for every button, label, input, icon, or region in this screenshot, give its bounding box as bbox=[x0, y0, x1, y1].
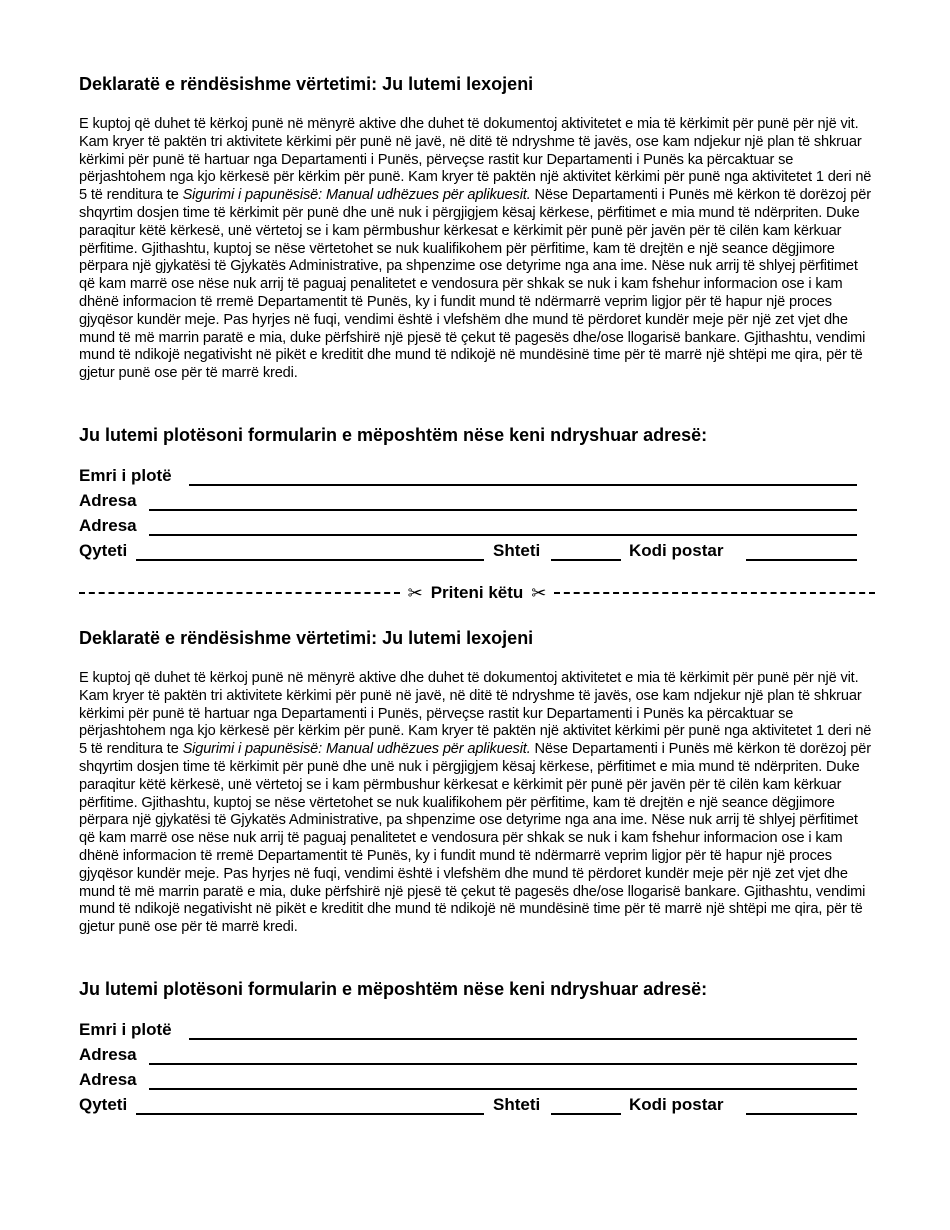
state-label: Shteti bbox=[493, 541, 541, 560]
city-field[interactable] bbox=[136, 1094, 484, 1115]
state-field[interactable] bbox=[551, 540, 621, 561]
paragraph-text-part1: E kuptoj që duhet të kërkoj punë në mënyrë aktive dhe duhet të dokumentoj aktivitetet e mia të kërkimit për punë për një vit. Kam kryer të paktën tri aktivitete kërkimi për punë në javë, në ditë të ndryshme të javës, ose kam ndjekur një plan të shkruar kërkimi për punë të hartuar nga Departamenti i Punës, përveçse rastit kur Departamenti i Punës ka përcaktuar se përjashtohem nga kjo kërkesë për kërkim për punë. Kam kryer të paktën një aktivitet kërkimi për punë nga aktivitetet 1 deri në 5 të renditura te bbox=[79, 670, 872, 758]
address-label: Adresa bbox=[79, 1045, 137, 1064]
manual-title-italic: Sigurimi i papunësisë: Manual udhëzues për aplikuesit. bbox=[182, 741, 531, 758]
full-name-field[interactable] bbox=[189, 465, 857, 486]
address-label: Adresa bbox=[79, 491, 137, 510]
zip-field[interactable] bbox=[746, 540, 857, 561]
declaration-paragraph bbox=[79, 670, 875, 937]
cut-line bbox=[79, 582, 875, 604]
city-state-zip-row bbox=[79, 1094, 857, 1116]
scissors-icon: ✂ bbox=[407, 582, 423, 603]
cut-here-label: Priteni këtu bbox=[430, 583, 524, 602]
address-form-heading: Ju lutemi plotësoni formularin e mëposhtëm nëse keni ndryshuar adresë: bbox=[79, 979, 708, 999]
city-field[interactable] bbox=[136, 540, 484, 561]
full-name-label: Emri i plotë bbox=[79, 466, 172, 485]
declaration-paragraph bbox=[79, 116, 875, 383]
paragraph-text-part2: Nëse Departamenti i Punës më kërkon të dorëzoj për shqyrtim dosjen time të kërkimit për punë dhe unë nuk i përgjigjem kësaj kërkese, përfitimet e mia mund të ndërpriten. Duke paraqitur këtë kërkesë, unë vërtetoj se i kam përmbushur kërkesat e kërkimit për punë për javën për të cilën kam kërkuar përfitime. Gjithashtu, kuptoj se nëse vërtetohet se nuk kualifikohem për përfitime, kam të drejtën e një seance dëgjimore përpara një gjykatësi të Gjykatës Administrative, pa shpenzime ose detyrime nga ana ime. Nëse nuk arrij të shlyej përfitimet që kam marrë ose nëse nuk arrij të paguaj penalitetet e vendosura për shkak se nuk i kam fshehur informacion ose i kam dhënë informacion të rremë Departamentit të Punës, ky i fundit mund të ndërmarrë veprim ligjor për të hapur një proces gjyqësor kundër meje. Pas hyrjes në fuqi, vendimi është i vlefshëm dhe mund të përdoret kundër meje për një zet vjet dhe mund të më marrin paratë e mia, duke përfshirë një pjesë të çekut të pagesës dhe/ose llogarisë bankare. Gjithashtu, vendimi mund të ndikojë negativisht në pikët e kreditit dhe mund të ndikojë në mundësinë time për të marrë një shtëpi me qira, për të gjetur punë ose për të marrë kredi. bbox=[79, 187, 871, 382]
address-label: Adresa bbox=[79, 516, 137, 535]
address-field[interactable] bbox=[149, 1069, 857, 1090]
address-field[interactable] bbox=[149, 490, 857, 511]
full-name-field[interactable] bbox=[189, 1019, 857, 1040]
scissors-icon: ✂ bbox=[531, 582, 547, 603]
section-title: Deklaratë e rëndësishme vërtetimi: Ju lutemi lexojeni bbox=[79, 628, 534, 648]
address-field[interactable] bbox=[149, 1044, 857, 1065]
address-form-heading: Ju lutemi plotësoni formularin e mëposhtëm nëse keni ndryshuar adresë: bbox=[79, 425, 708, 445]
state-field[interactable] bbox=[551, 1094, 621, 1115]
address-field[interactable] bbox=[149, 515, 857, 536]
paragraph-text-part1: E kuptoj që duhet të kërkoj punë në mënyrë aktive dhe duhet të dokumentoj aktivitetet e mia të kërkimit për punë për një vit. Kam kryer të paktën tri aktivitete kërkimi për punë në javë, në ditë të ndryshme të javës, ose kam ndjekur një plan të shkruar kërkimi për punë të hartuar nga Departamenti i Punës, përveçse rastit kur Departamenti i Punës ka përcaktuar se përjashtohem nga kjo kërkesë për kërkim për punë. Kam kryer të paktën një aktivitet kërkimi për punë nga aktivitetet 1 deri në 5 të renditura te bbox=[79, 116, 872, 204]
address-row-2 bbox=[79, 1069, 857, 1091]
city-state-zip-row bbox=[79, 540, 857, 562]
full-name-label: Emri i plotë bbox=[79, 1020, 172, 1039]
city-label: Qyteti bbox=[79, 1095, 128, 1114]
full-name-row bbox=[79, 465, 857, 487]
address-row-1 bbox=[79, 1044, 857, 1066]
address-row-2 bbox=[79, 515, 857, 537]
zip-label: Kodi postar bbox=[629, 1095, 724, 1114]
city-label: Qyteti bbox=[79, 541, 128, 560]
paragraph-text-part2: Nëse Departamenti i Punës më kërkon të dorëzoj për shqyrtim dosjen time të kërkimit për punë dhe unë nuk i përgjigjem kësaj kërkese, përfitimet e mia mund të ndërpriten. Duke paraqitur këtë kërkesë, unë vërtetoj se i kam përmbushur kërkesat e kërkimit për punë për javën për të cilën kam kërkuar përfitime. Gjithashtu, kuptoj se nëse vërtetohet se nuk kualifikohem për përfitime, kam të drejtën e një seance dëgjimore përpara një gjykatësi të Gjykatës Administrative, pa shpenzime ose detyrime nga ana ime. Nëse nuk arrij të shlyej përfitimet që kam marrë ose nëse nuk arrij të paguaj penalitetet e vendosura për shkak se nuk i kam fshehur informacion ose i kam dhënë informacion të rremë Departamentit të Punës, ky i fundit mund të ndërmarrë veprim ligjor për të hapur një proces gjyqësor kundër meje. Pas hyrjes në fuqi, vendimi është i vlefshëm dhe mund të përdoret kundër meje për një zet vjet dhe mund të më marrin paratë e mia, duke përfshirë një pjesë të çekut të pagesës dhe/ose llogarisë bankare. Gjithashtu, vendimi mund të ndikojë negativisht në pikët e kreditit dhe mund të ndikojë në mundësinë time për të marrë një shtëpi me qira, për të gjetur punë ose për të marrë kredi. bbox=[79, 741, 871, 936]
dashed-divider-right bbox=[554, 592, 875, 594]
manual-title-italic: Sigurimi i papunësisë: Manual udhëzues për aplikuesit. bbox=[182, 187, 531, 204]
zip-label: Kodi postar bbox=[629, 541, 724, 560]
full-name-row bbox=[79, 1019, 857, 1041]
dashed-divider-left bbox=[79, 592, 400, 594]
section-title: Deklaratë e rëndësishme vërtetimi: Ju lutemi lexojeni bbox=[79, 74, 534, 94]
address-label: Adresa bbox=[79, 1070, 137, 1089]
state-label: Shteti bbox=[493, 1095, 541, 1114]
zip-field[interactable] bbox=[746, 1094, 857, 1115]
address-row-1 bbox=[79, 490, 857, 512]
